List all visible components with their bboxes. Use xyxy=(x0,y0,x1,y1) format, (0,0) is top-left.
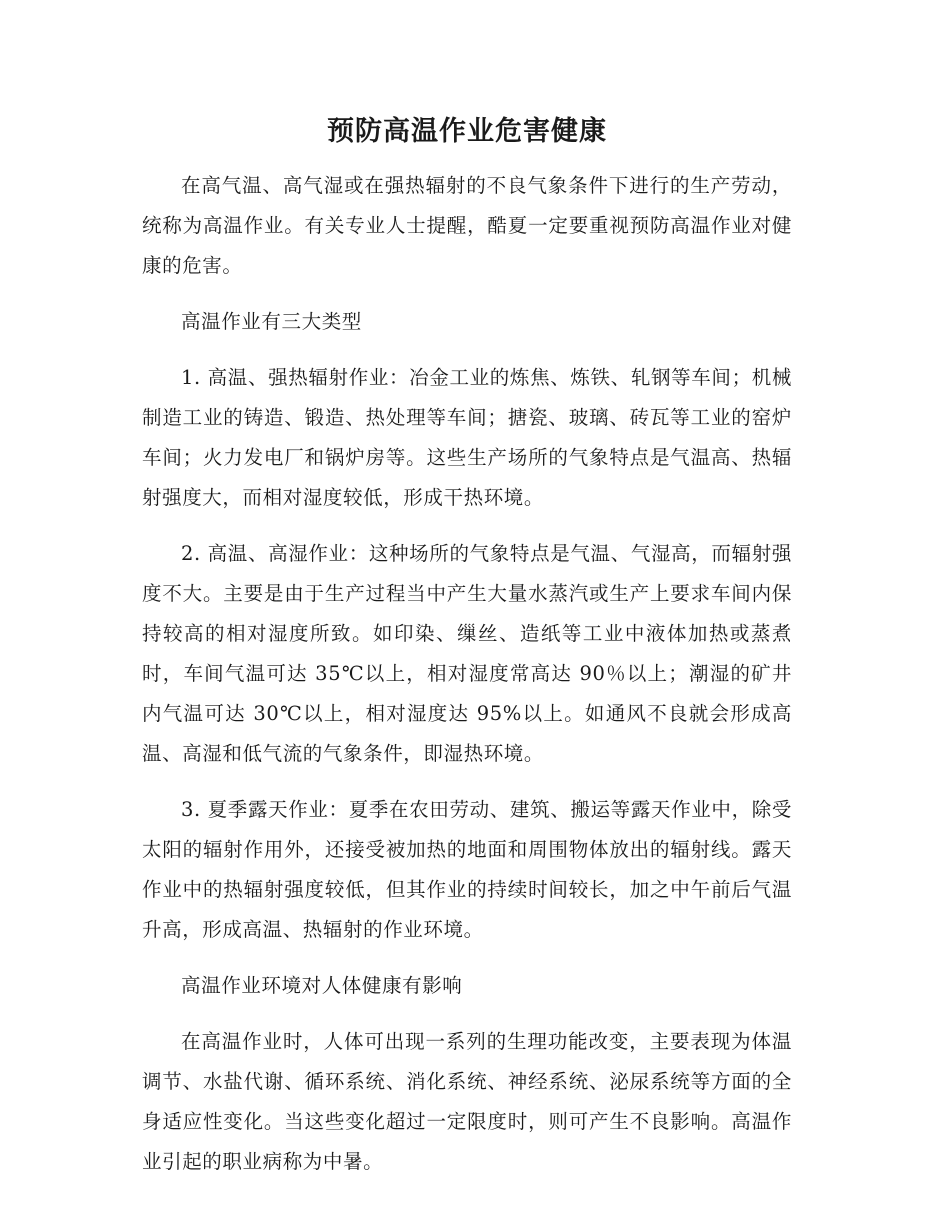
section-heading-effects: 高温作业环境对人体健康有影响 xyxy=(181,974,463,997)
document-page xyxy=(142,112,792,1198)
section-heading-types: 高温作业有三大类型 xyxy=(181,310,362,333)
type-2-paragraph: 2. 高温、高湿作业：这种场所的气象特点是气温、气湿高，而辐射强度不大。主要是由于生产过程当中产生大量水蒸汽或生产上要求车间内保持较高的相对湿度所致。如印染、缫丝、造纸等工业中液体加热或蒸煮时，车间气温可达 35℃以上，相对湿度常高达 90％以上；潮湿的矿井内气温可达 30℃以上，相对湿度达 95%以上。如通风不良就会形成高温、高湿和低气流的气象条件，即湿热环境。 xyxy=(142,542,792,765)
effects-paragraph: 在高温作业时，人体可出现一系列的生理功能改变，主要表现为体温调节、水盐代谢、循环系统、消化系统、神经系统、泌尿系统等方面的全身适应性变化。当这些变化超过一定限度时，则可产生不良影响。高温作业引起的职业病称为中暑。 xyxy=(142,1030,792,1173)
intro-paragraph: 在高气温、高气湿或在强热辐射的不良气象条件下进行的生产劳动，统称为高温作业。有关专业人士提醒，酷夏一定要重视预防高温作业对健康的危害。 xyxy=(142,174,792,277)
type-1-paragraph: 1. 高温、强热辐射作业：冶金工业的炼焦、炼铁、轧钢等车间；机械制造工业的铸造、锻造、热处理等车间；搪瓷、玻璃、砖瓦等工业的窑炉车间；火力发电厂和锅炉房等。这些生产场所的气象特点是气温高、热辐射强度大，而相对湿度较低，形成干热环境。 xyxy=(142,366,792,509)
page-title: 预防高温作业危害健康 xyxy=(327,116,607,147)
type-3-paragraph: 3. 夏季露天作业：夏季在农田劳动、建筑、搬运等露天作业中，除受太阳的辐射作用外，还接受被加热的地面和周围物体放出的辐射线。露天作业中的热辐射强度较低，但其作业的持续时间较长，加之中午前后气温升高，形成高温、热辐射的作业环境。 xyxy=(142,798,792,941)
